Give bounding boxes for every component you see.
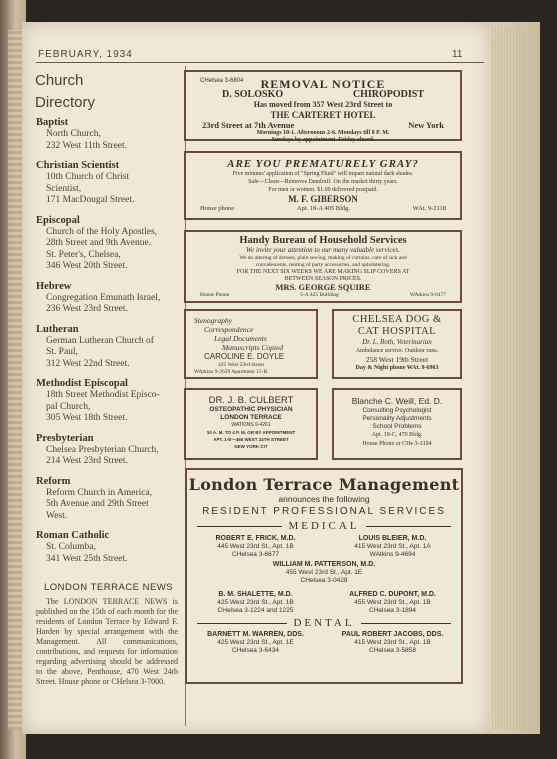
gray-line1: Five minutes' application of "Spring Fluid" will impart natural dark shades. bbox=[232, 171, 414, 177]
denomination-name: Reform bbox=[36, 475, 71, 487]
handy-name: MRS. GEORGE SQUIRE bbox=[275, 282, 371, 292]
culbert-line1: OSTEOPATHIC PHYSICIAN bbox=[209, 406, 293, 413]
church-address-line: 10th Church of Christ bbox=[46, 172, 130, 182]
church-directory-title bbox=[35, 70, 95, 114]
removal-notice-ad bbox=[184, 70, 462, 141]
doctor-address: 455 West 23rd St., Apt. 1B bbox=[354, 599, 431, 606]
church-address-line: pal Church, bbox=[46, 401, 91, 412]
doctor-phone: WAtkins 9-4694 bbox=[369, 551, 416, 558]
church-address-line: 18th Street Methodist Episco- bbox=[46, 390, 160, 400]
church-address-line: Scientist, bbox=[46, 183, 82, 194]
weill-phone: House Phone or CHe 3-3194 bbox=[362, 441, 432, 447]
steno-name: CAROLINE E. DOYLE bbox=[204, 352, 285, 361]
weill-line1: Consulting Psychologist bbox=[362, 407, 432, 414]
denomination-entry bbox=[36, 378, 182, 425]
culbert-phone: WATKINS 9-4261 bbox=[231, 422, 271, 428]
handy-title: Handy Bureau of Household Services bbox=[239, 235, 407, 246]
magazine-page bbox=[22, 22, 490, 734]
dental-label: DENTAL bbox=[293, 617, 355, 629]
steno-line3: Legal Documents bbox=[214, 334, 267, 343]
steno-line4: Manuscripts Copied bbox=[222, 343, 284, 352]
culbert-city: NEW YORK CIT bbox=[234, 444, 268, 449]
listing-row bbox=[187, 591, 461, 615]
medical-label: MEDICAL bbox=[288, 520, 360, 532]
removal-hours1: Mornings 10-1. Afternoons 2-6. Mondays till 8 P. M. bbox=[256, 130, 390, 136]
doctor-listing bbox=[187, 591, 324, 615]
dental-listings bbox=[187, 631, 461, 655]
doctor-name: LOUIS BLEIER, M.D. bbox=[358, 535, 427, 542]
binding-page-edges bbox=[8, 30, 22, 730]
denomination-entry bbox=[36, 215, 182, 273]
dog-phone: Day & Night phone WAt. 9-6963 bbox=[355, 365, 439, 371]
directory-title-line-2: Directory bbox=[35, 94, 96, 111]
removal-title: REMOVAL NOTICE bbox=[260, 77, 386, 91]
doctor-name: ALFRED C. DUPONT, M.D. bbox=[349, 591, 436, 598]
dog-doctor: Dr. L. Roth, Veterinarian bbox=[362, 338, 432, 346]
dog-hospital-ad bbox=[332, 309, 462, 379]
page-stack-lines bbox=[492, 26, 538, 730]
directory-title-line-1: Church bbox=[35, 72, 84, 89]
ltm-title: London Terrace Management bbox=[188, 475, 460, 494]
church-address-line: St. Peter's, Chelsea, bbox=[46, 249, 121, 260]
doctor-phone: CHelsea 3-1224 and 1225 bbox=[217, 607, 294, 614]
medical-divider bbox=[197, 520, 451, 532]
removal-line1: Has moved from 357 West 23rd Street to bbox=[253, 100, 393, 109]
culbert-hours: 10 A. M. TO 4 P. M. OR BY APPOINTMENT bbox=[206, 430, 296, 435]
ltm-subtitle: RESIDENT PROFESSIONAL SERVICES bbox=[202, 506, 446, 517]
gray-line3: For men or women. $1.00 delivered postpaid. bbox=[268, 187, 378, 193]
church-address-line: 28th Street and 9th Avenue. bbox=[46, 238, 152, 248]
weill-apt: Apt. 19-C, 470 Bldg. bbox=[371, 432, 423, 438]
removal-city: New York bbox=[408, 120, 444, 130]
church-address-line: 346 West 20th Street. bbox=[46, 261, 128, 271]
doctor-name: BARNETT M. WARREN, DDS. bbox=[207, 631, 304, 638]
header-month: FEBRUARY, 1934 bbox=[38, 49, 133, 60]
dog-services: Ambulance service. Outdoor runs. bbox=[355, 348, 439, 354]
ltm-announces: announces the following bbox=[278, 494, 370, 504]
listing-row bbox=[187, 631, 461, 655]
denomination-name: Presbyterian bbox=[36, 432, 94, 444]
culbert-ad bbox=[184, 388, 318, 460]
church-address-line: West. bbox=[46, 510, 68, 521]
denomination-entry bbox=[36, 476, 182, 523]
removal-phone: CHelsea 3-6804 bbox=[200, 78, 244, 84]
church-address-line: St. Columba, bbox=[46, 542, 96, 552]
church-directory-list bbox=[36, 117, 182, 573]
church-address-line: Reform Church in America, bbox=[46, 487, 153, 498]
removal-line2: THE CARTERET HOTEL bbox=[270, 110, 376, 120]
denomination-name: Lutheran bbox=[36, 323, 79, 335]
handy-phone: WAtkins 9-0477 bbox=[409, 292, 446, 298]
dog-title-1: CHELSEA DOG & bbox=[352, 314, 442, 325]
denomination-entry bbox=[36, 117, 182, 152]
denomination-name: Methodist Episcopal bbox=[36, 378, 128, 389]
gray-line2: Safe—Clean—Removes Dandruff. On the market thirty years. bbox=[248, 179, 398, 185]
dental-divider bbox=[197, 617, 451, 629]
denomination-name: Christian Scientist bbox=[36, 160, 120, 171]
church-address-line: 5th Avenue and 29th Street bbox=[46, 499, 149, 509]
denomination-entry bbox=[36, 433, 182, 468]
denomination-name: Hebrew bbox=[36, 280, 72, 292]
removal-profession: CHIROPODIST bbox=[352, 89, 424, 100]
church-address-line: 232 West 11th Street. bbox=[46, 140, 128, 151]
news-heading: LONDON TERRACE NEWS bbox=[44, 582, 174, 593]
handy-subtitle: We invite your attention to our many valuable services. bbox=[245, 246, 401, 254]
weill-line2: Personality Adjustments bbox=[362, 415, 432, 422]
church-address-line: North Church, bbox=[46, 129, 101, 139]
removal-address: 23rd Street at 7th Avenue bbox=[202, 120, 295, 130]
steno-line2: Correspondence bbox=[204, 325, 254, 334]
denomination-entry bbox=[36, 324, 182, 371]
removal-hours2: Sundays by appointment. Friday closed. bbox=[271, 137, 375, 143]
doctor-phone: CHelsea 3-1894 bbox=[369, 607, 416, 614]
doctor-name: PAUL ROBERT JACOBS, DDS. bbox=[341, 631, 444, 638]
header-rule bbox=[36, 62, 484, 63]
denomination-name: Baptist bbox=[36, 117, 69, 128]
doctor-phone: CHelsea 3-6677 bbox=[232, 551, 279, 558]
doctor-listing bbox=[187, 561, 461, 585]
church-address-line: 236 West 23rd Street. bbox=[46, 304, 128, 314]
church-address-line: 214 West 23rd Street. bbox=[46, 456, 128, 466]
steno-address: 425 West 23rd Street bbox=[218, 362, 265, 368]
doctor-address: 445 West 23rd St., Apt. 1B bbox=[217, 543, 294, 550]
doctor-address: 415 West 23rd St., Apt. 1A bbox=[354, 543, 431, 550]
news-body: The LONDON TERRACE NEWS is published on the 15th of each month for the residents of London Terrace by Edward F. Harden by special arrangement with the Management. All communications, contributions, and requests for information regarding advertising should be addressed to the above, Penthouse, 470 West 24th Street. House phone or CHelsea 3-7000. bbox=[36, 597, 178, 686]
weill-name: Blanche C. Weill, Ed. D. bbox=[351, 396, 443, 406]
gray-name: M. F. GIBERSON bbox=[288, 194, 358, 204]
weill-line3: School Problems bbox=[372, 423, 422, 430]
doctor-address: 415 West 23rd St., Apt. 1B bbox=[354, 639, 431, 646]
church-address-line: 171 MacDougal Street. bbox=[46, 195, 135, 205]
doctor-name: ROBERT E. FRICK, M.D. bbox=[215, 535, 296, 542]
culbert-apt: APT. 1-E—460 WEST 24TH STREET bbox=[213, 437, 289, 442]
denomination-name: Episcopal bbox=[36, 214, 80, 226]
medical-listings bbox=[187, 535, 461, 615]
doctor-address: 425 West 23rd St., Apt. 1B bbox=[217, 599, 294, 606]
church-address-line: 305 West 18th Street. bbox=[46, 413, 128, 423]
denomination-name: Roman Catholic bbox=[36, 530, 110, 541]
dog-title-2: CAT HOSPITAL bbox=[357, 326, 437, 337]
doctor-address: 455 West 23rd St., Apt. 1E bbox=[285, 569, 363, 576]
london-terrace-management-ad bbox=[185, 468, 463, 684]
weill-ad bbox=[332, 388, 462, 460]
stenography-ad bbox=[184, 309, 318, 379]
handy-apt: 5-A 425 Building bbox=[300, 292, 339, 298]
church-address-line: Church of the Holy Apostles, bbox=[46, 226, 158, 237]
handy-bureau-ad bbox=[184, 230, 462, 303]
gray-phone: WAt. 9-2118 bbox=[412, 205, 446, 212]
denomination-entry bbox=[36, 160, 182, 207]
listing-row bbox=[187, 535, 461, 559]
doctor-phone: CHelsea 3-6434 bbox=[232, 647, 279, 654]
page-number: 11 bbox=[452, 49, 463, 60]
handy-line1: We do altering of dresses, plain sewing, making of curtains, care of sick and bbox=[239, 255, 407, 261]
doctor-name: WILLIAM M. PATTERSON, M.D. bbox=[272, 561, 376, 568]
culbert-name: DR. J. B. CULBERT bbox=[208, 395, 294, 406]
gray-apt: Apt. 18-A 405 Bldg. bbox=[296, 205, 351, 212]
doctor-listing bbox=[324, 535, 461, 559]
church-address-line: Congregation Emunath Israel, bbox=[46, 292, 161, 303]
doctor-listing bbox=[187, 535, 324, 559]
doctor-phone: CHelsea 3-5858 bbox=[369, 647, 416, 654]
doctor-listing bbox=[324, 591, 461, 615]
listing-row bbox=[187, 561, 461, 585]
gray-title: ARE YOU PREMATURELY GRAY? bbox=[227, 158, 419, 170]
church-address-line: 312 West 22nd Street. bbox=[46, 358, 130, 369]
doctor-listing bbox=[187, 631, 324, 655]
denomination-entry bbox=[36, 530, 182, 565]
handy-house-phone: House Phone bbox=[200, 292, 230, 298]
steno-phone-apt: WAtkins 9-2629 Apartment 15-B bbox=[194, 369, 268, 375]
doctor-address: 425 West 23rd St., Apt. 1E bbox=[217, 639, 294, 646]
dog-address: 258 West 19th Street bbox=[365, 355, 429, 364]
doctor-listing bbox=[324, 631, 461, 655]
doctor-name: B. M. SHALETTE, M.D. bbox=[218, 591, 293, 598]
steno-line1: Stenography bbox=[194, 316, 232, 325]
church-address-line: German Lutheran Church of bbox=[46, 335, 154, 346]
handy-line2: convalescents, renting of party accessories, and upholstering. bbox=[255, 262, 391, 268]
removal-name: D. SOLOSKO bbox=[222, 89, 284, 100]
culbert-line2: LONDON TERRACE bbox=[220, 414, 282, 421]
doctor-phone: CHelsea 3-0428 bbox=[300, 577, 348, 584]
church-address-line: Chelsea Presbyterian Church, bbox=[46, 444, 159, 455]
denomination-entry bbox=[36, 281, 182, 316]
handy-line3: FOR THE NEXT SIX WEEKS WE ARE MAKING SLIP COVERS AT bbox=[236, 269, 410, 275]
church-address-line: 341 West 25th Street. bbox=[46, 553, 128, 564]
handy-line4: BETWEEN SEASON PRICES. bbox=[284, 276, 362, 282]
gray-hair-ad bbox=[184, 151, 462, 220]
gray-house-phone: House phone bbox=[200, 205, 235, 212]
church-address-line: St. Paul, bbox=[46, 347, 78, 357]
